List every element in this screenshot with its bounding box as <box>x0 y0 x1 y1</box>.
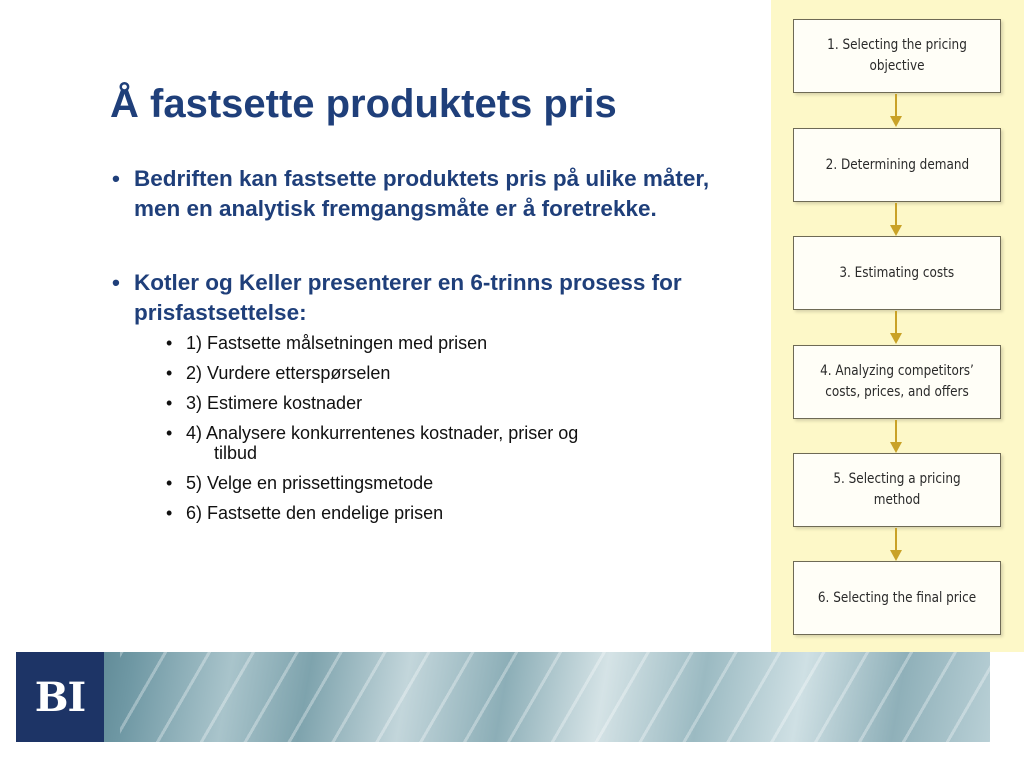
sub-bullet-marker: • <box>166 473 173 493</box>
sub-bullet-marker: • <box>166 333 173 353</box>
flow-step-label: 6. Selecting the final price <box>817 589 977 606</box>
sub-bullet-item <box>112 503 752 523</box>
sub-bullet-marker: • <box>166 363 173 383</box>
sub-bullet-item <box>112 333 752 353</box>
bullet-item <box>112 164 752 224</box>
bullet-item <box>112 268 752 328</box>
bullet-list <box>112 164 752 533</box>
footer-architecture-image <box>120 652 990 742</box>
sub-bullet-item <box>112 363 752 383</box>
sub-bullet-marker: • <box>166 423 173 443</box>
sub-bullet-text-continued: tilbud <box>214 443 258 463</box>
sub-bullet-item <box>112 473 752 493</box>
pricing-process-flowchart <box>771 0 1024 652</box>
bullet-marker: • <box>112 270 120 295</box>
footer-banner <box>16 652 990 742</box>
arrow-down-icon <box>889 94 903 128</box>
sub-bullet-text: 5) Velge en prissettingsmetode <box>186 473 434 493</box>
flow-step-1 <box>793 19 1001 93</box>
slide-title: Å fastsette produktets pris <box>110 82 617 126</box>
bullet-marker: • <box>112 166 120 191</box>
flow-step-6 <box>793 561 1001 635</box>
sub-bullet-item <box>112 423 752 463</box>
sub-bullet-marker: • <box>166 393 173 413</box>
sub-bullet-text: 1) Fastsette målsetningen med prisen <box>186 333 488 353</box>
sub-bullet-text: 6) Fastsette den endelige prisen <box>186 503 444 523</box>
flow-step-label: 1. Selecting the pricing objective <box>827 37 967 74</box>
arrow-down-icon <box>889 311 903 345</box>
arrow-down-icon <box>889 528 903 562</box>
sub-bullet-text: 3) Estimere kostnader <box>186 393 363 413</box>
bullet-text: Bedriften kan fastsette produktets pris på ulike måter, men en analytisk fremgangsmåte er å foretrekke. <box>134 166 710 221</box>
flow-step-5 <box>793 453 1001 527</box>
flow-step-label: 2. Determining demand <box>825 156 969 173</box>
arrow-down-icon <box>889 203 903 237</box>
sub-bullet-list <box>112 333 752 523</box>
logo-text: BI <box>34 673 86 721</box>
sub-bullet-text: 4) Analysere konkurrentenes kostnader, priser og <box>186 423 579 443</box>
sub-bullet-marker: • <box>166 503 173 523</box>
flow-step-label: 4. Analyzing competitors’ costs, prices, and offers <box>820 363 974 400</box>
flow-step-3 <box>793 236 1001 310</box>
flow-step-2 <box>793 128 1001 202</box>
flow-step-label: 5. Selecting a pricing method <box>833 471 961 508</box>
flow-step-label: 3. Estimating costs <box>839 264 955 281</box>
flow-step-4 <box>793 345 1001 419</box>
sub-bullet-text: 2) Vurdere etterspørselen <box>186 363 391 383</box>
bi-logo <box>16 652 104 742</box>
sub-bullet-item <box>112 393 752 413</box>
arrow-down-icon <box>889 420 903 454</box>
bullet-text: Kotler og Keller presenterer en 6-trinns prosess for prisfastsettelse: <box>134 270 682 325</box>
